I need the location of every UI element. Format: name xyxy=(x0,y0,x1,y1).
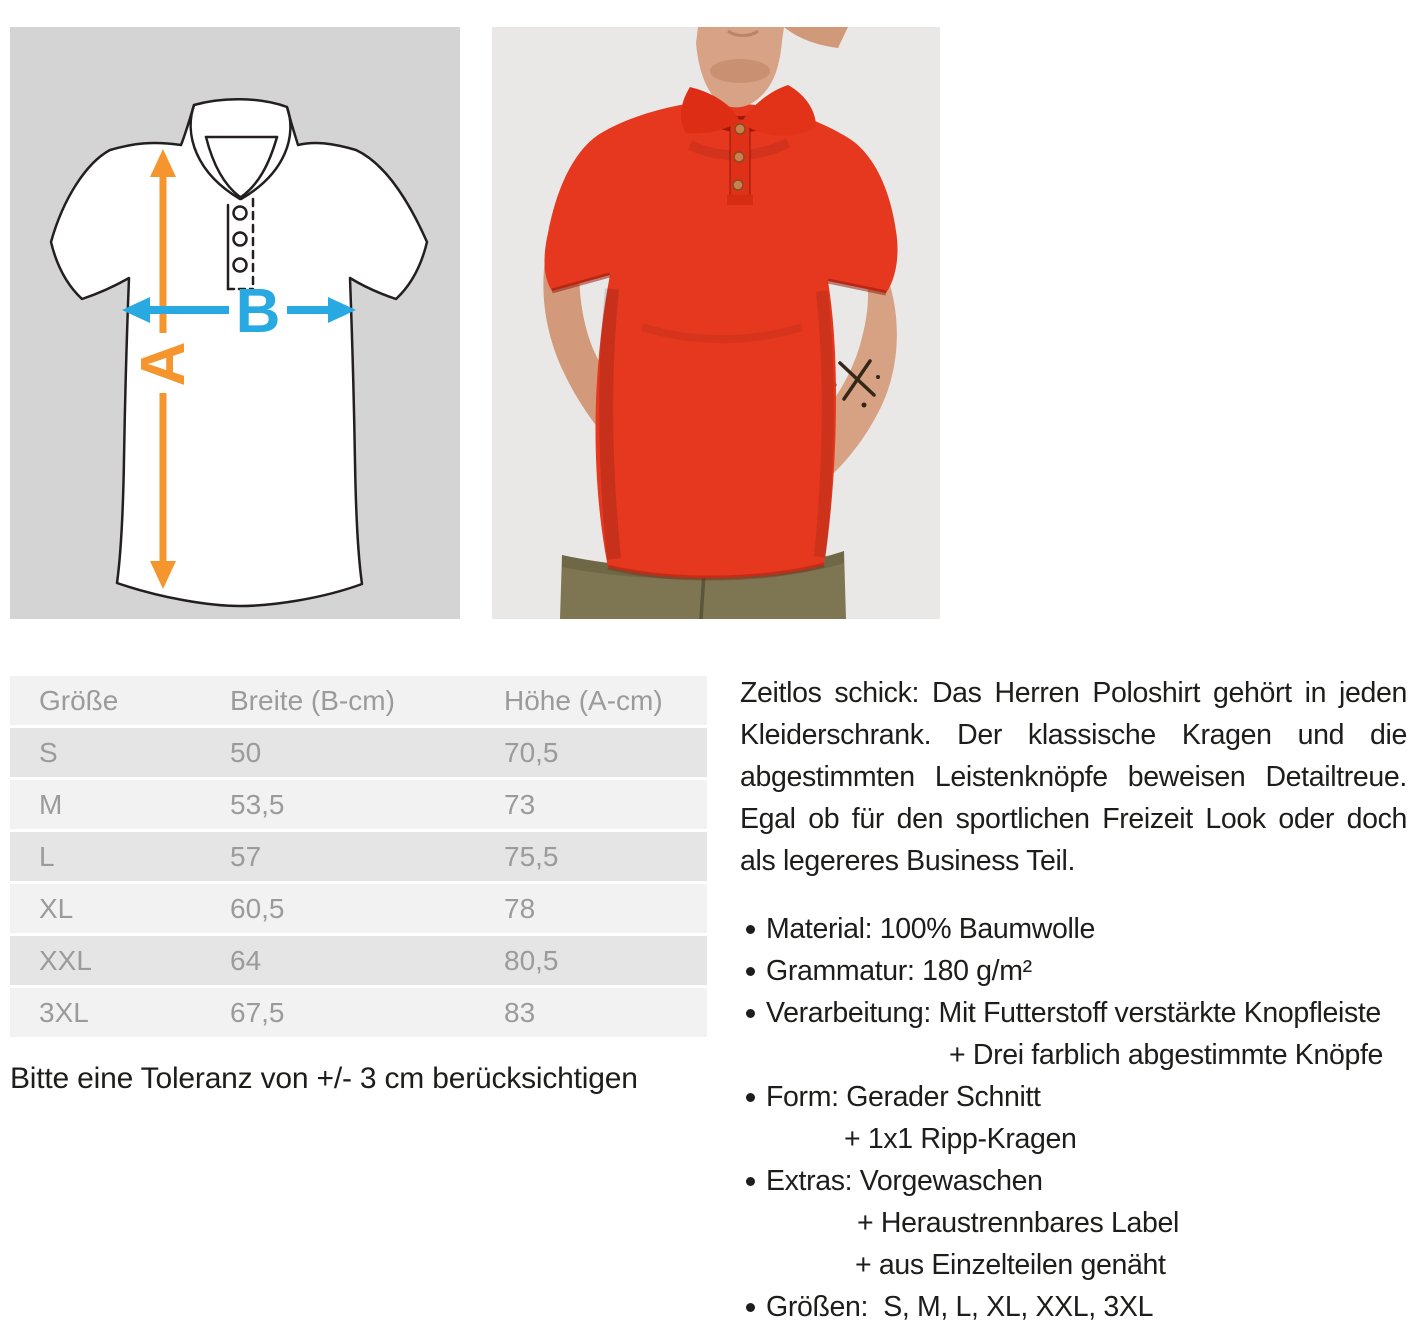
product-photo xyxy=(492,27,940,619)
width-cell: 53,5 xyxy=(230,788,285,820)
size-cell: XL xyxy=(39,892,74,924)
table-row xyxy=(10,884,707,933)
spec-item-verarbeitung: Verarbeitung: Mit Futterstoff verstärkte Knopfleiste xyxy=(740,992,1423,1034)
height-cell: 80,5 xyxy=(504,944,559,976)
size-cell: M xyxy=(39,788,63,820)
bullet-icon xyxy=(746,1303,755,1312)
height-cell: 70,5 xyxy=(504,736,559,768)
spec-item-groessen: Größen: S, M, L, XL, XXL, 3XL xyxy=(740,1286,1423,1328)
spec-subline: + Heraustrennbares Label xyxy=(857,1207,1179,1239)
bullet-icon xyxy=(746,1009,755,1018)
size-table-header xyxy=(10,676,707,725)
height-cell: 73 xyxy=(504,788,536,820)
table-row xyxy=(10,832,707,881)
button xyxy=(735,124,745,134)
spec-subline: + 1x1 Ripp-Kragen xyxy=(844,1123,1077,1155)
table-row xyxy=(10,936,707,985)
width-cell: 67,5 xyxy=(230,996,285,1028)
spec-subline: + Drei farblich abgestimmte Knöpfe xyxy=(949,1039,1384,1071)
width-cell: 50 xyxy=(230,736,262,768)
size-cell: 3XL xyxy=(39,996,89,1028)
label-b: B xyxy=(235,277,281,346)
polo-measurement-drawing xyxy=(10,27,460,619)
tolerance-note: Bitte eine Toleranz von +/- 3 cm berücksichtigen xyxy=(10,1062,638,1095)
spec-item-extras: Extras: Vorgewaschen xyxy=(740,1160,1423,1202)
bullet-icon xyxy=(746,925,755,934)
col-header-height: Höhe (A-cm) xyxy=(504,684,663,716)
table-row xyxy=(10,780,707,829)
size-table xyxy=(10,676,707,1040)
width-cell: 60,5 xyxy=(230,892,285,924)
size-cell: XXL xyxy=(39,944,92,976)
bullet-icon xyxy=(746,1093,755,1102)
button xyxy=(734,152,744,162)
height-cell: 83 xyxy=(504,996,536,1028)
width-cell: 57 xyxy=(230,840,262,872)
col-header-size: Größe xyxy=(39,684,119,716)
description-paragraph: Zeitlos schick: Das Herren Poloshirt gehört in jeden Kleiderschrank. Der klassische Kragen und die abgestimmten Leistenknöpfe beweisen Detailtreue. Egal ob für den sportlichen Freizeit Look oder doch als legereres Business Teil. xyxy=(740,677,1407,877)
spec-list xyxy=(740,908,1423,1328)
height-cell: 78 xyxy=(504,892,536,924)
width-cell: 64 xyxy=(230,944,262,976)
size-cell: S xyxy=(39,736,58,768)
table-row xyxy=(10,988,707,1037)
spec-subline: + aus Einzelteilen genäht xyxy=(855,1249,1166,1281)
table-row xyxy=(10,728,707,777)
label-a: A xyxy=(129,341,198,387)
bullet-icon xyxy=(746,1177,755,1186)
spec-item-grammatur: Grammatur: 180 g/m² xyxy=(740,950,1423,992)
height-cell: 75,5 xyxy=(504,840,559,872)
col-header-width: Breite (B-cm) xyxy=(230,684,395,716)
spec-item-material: Material: 100% Baumwolle xyxy=(740,908,1423,950)
bullet-icon xyxy=(746,967,755,976)
size-cell: L xyxy=(39,840,55,872)
spec-item-form: Form: Gerader Schnitt xyxy=(740,1076,1423,1118)
button xyxy=(733,180,743,190)
model-photo-illustration xyxy=(492,27,940,619)
size-diagram-panel xyxy=(10,27,460,619)
